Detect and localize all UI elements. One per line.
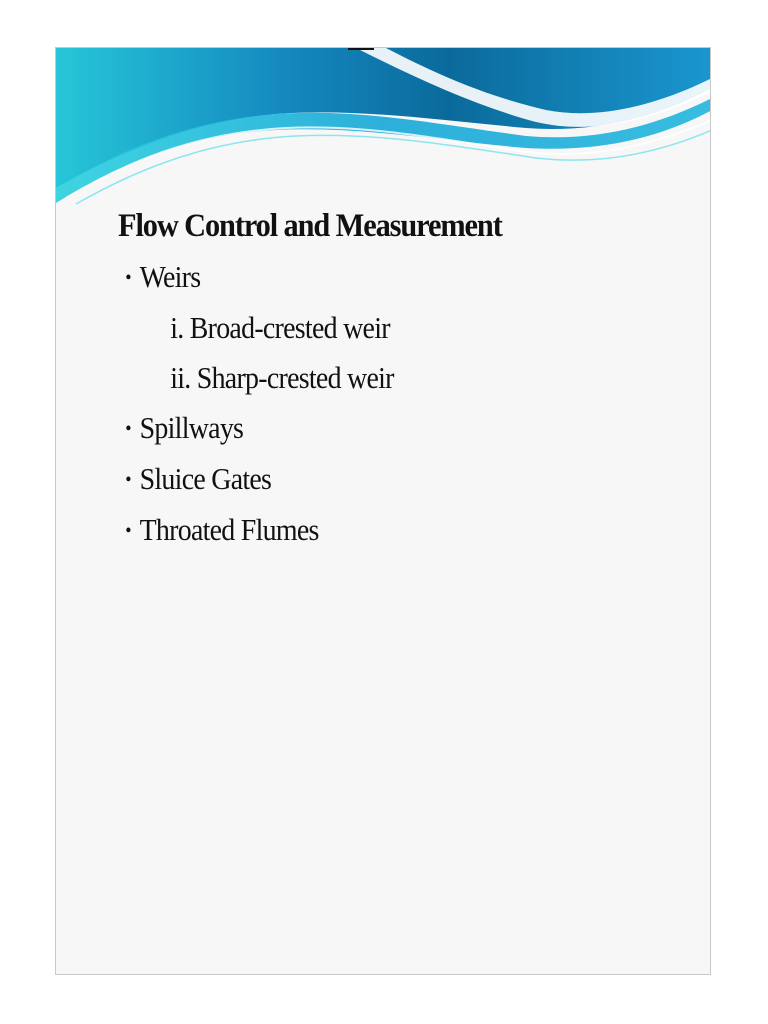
sub-item-label: ii. Sharp-crested weir [170, 360, 394, 395]
sub-item-sharp-crested-weir [118, 353, 622, 403]
bullet-icon: • [125, 418, 131, 440]
list-item-throated-flumes [118, 505, 622, 556]
list-item-label: Weirs [139, 259, 201, 294]
list-item-label: Spillways [139, 410, 244, 445]
slide-title: Flow Control and Measurement [118, 208, 502, 244]
list-item-sluice-gates [118, 454, 622, 505]
list-item-label: Sluice Gates [139, 461, 272, 496]
bullet-icon: • [125, 469, 131, 491]
sub-item-label: i. Broad-crested weir [170, 310, 390, 345]
list-item-spillways [118, 403, 622, 454]
list-item-label: Throated Flumes [139, 512, 319, 547]
sub-item-broad-crested-weir [118, 303, 622, 353]
list-item-weirs [118, 252, 622, 303]
slide-content [118, 206, 678, 556]
wave-banner-graphic [56, 48, 711, 208]
slide-page [55, 47, 711, 975]
bullet-icon: • [125, 267, 131, 289]
bullet-icon: • [125, 520, 131, 542]
